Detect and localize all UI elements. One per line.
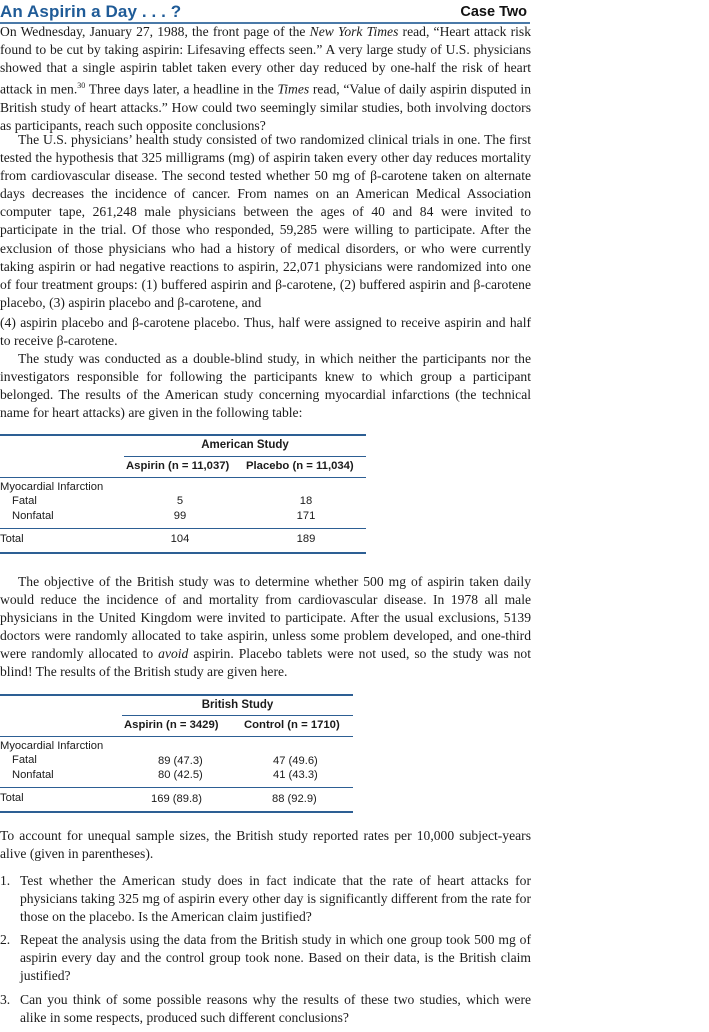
header-bottom-rule	[0, 477, 366, 478]
total-label: Total	[0, 533, 24, 545]
intro-paragraph-4: The study was conducted as a double-blind study, in which neither the participants nor the investigators responsible for following the participants knew to which group a participant belonged. The results of the American study concerning myocardial infarctions (the technical name for heart attacks) are given in the following table:	[0, 351, 531, 421]
british-paragraph: The objective of the British study was to determine whether 500 mg of aspirin taken daily would reduce the incidence of and mortality from cardiovascular disease. In 1978 all male physicians in the United Kingdom were invited to participate. After the usual exclusions, 5139 doctors were randomly allocated to take aspirin, unless some problem developed, and one-third were randomly allocated to avoid aspirin. Placebo tablets were not used, so the study was not blind! The results of the British study are given here.	[0, 574, 531, 680]
table-bottom-rule	[0, 552, 366, 554]
american-study-heading: American Study	[201, 439, 289, 451]
british-control-nonfatal: 41 (43.3)	[273, 769, 318, 781]
american-placebo-total: 189	[296, 533, 316, 545]
intro-paragraph-1: On Wednesday, January 27, 1988, the front page of the New York Times read, “Heart attack risk found to be cut by taking aspirin: Lifesaving effects seen.” A very large study of U.S. physicians showed that a single aspirin tablet taken every other day reduced by one-half the risk of heart attack in men.$^{30}$ Three days later, a headline in the Times read, “Value of daily aspirin disputed in British study of heart attacks.” How could two seemingly similar studies, both involving doctors as participants, reach such opposite conclusions?	[0, 24, 531, 133]
british-control-fatal: 47 (49.6)	[273, 755, 318, 767]
total-top-rule	[0, 528, 366, 529]
american-placebo-header: Placebo (n = 11,034)	[246, 460, 354, 472]
row-label-fatal: Fatal	[12, 754, 37, 766]
row-label-nonfatal: Nonfatal	[12, 769, 54, 781]
question-list	[0, 872, 531, 1032]
american-placebo-nonfatal: 171	[296, 510, 316, 522]
british-study-heading: British Study	[201, 699, 274, 711]
question-item: 3. Can you think of some possible reasons why the results of these two studies, which were alike in some respects, produced such different conclusions?	[0, 991, 531, 1025]
american-aspirin-nonfatal: 99	[173, 510, 187, 522]
american-placebo-fatal: 18	[299, 495, 313, 507]
case-label: Case Two	[460, 4, 527, 20]
question-item: 2. Repeat the analysis using the data from the British study in which one group took 500 mg of aspirin every day and the control group took none. Based on their data, is the British claim justified?	[0, 932, 531, 984]
british-control-header: Control (n = 1710)	[244, 719, 340, 731]
group-label: Myocardial Infarction	[0, 740, 104, 752]
british-control-total: 88 (92.9)	[272, 793, 317, 805]
table-top-rule	[0, 694, 353, 696]
header-bottom-rule	[0, 736, 353, 737]
case-title: An Aspirin a Day . . . ?	[0, 2, 182, 21]
study-span-rule	[122, 715, 353, 716]
british-aspirin-nonfatal: 80 (42.5)	[158, 769, 203, 781]
rates-note-paragraph: To account for unequal sample sizes, the British study reported rates per 10,000 subject-years alive (given in parentheses).	[0, 828, 531, 862]
group-label: Myocardial Infarction	[0, 481, 104, 493]
total-label: Total	[0, 792, 24, 804]
question-item: 1. Test whether the American study does in fact indicate that the rate of heart attacks for physicians taking 325 mg of aspirin every other day is significantly different from the rate for those on the placebo. Is the American claim justified?	[0, 873, 531, 925]
table-bottom-rule	[0, 811, 353, 813]
footnote-ref: 30	[77, 81, 86, 91]
total-top-rule	[0, 787, 353, 788]
row-label-fatal: Fatal	[12, 495, 37, 507]
table-top-rule	[0, 434, 366, 436]
intro-paragraph-3: (4) aspirin placebo and β-carotene placebo. Thus, half were assigned to receive aspirin and half to receive β-carotene.	[0, 315, 531, 349]
row-label-nonfatal: Nonfatal	[12, 510, 54, 522]
american-aspirin-fatal: 5	[176, 495, 184, 507]
american-aspirin-total: 104	[170, 533, 190, 545]
british-aspirin-fatal: 89 (47.3)	[158, 755, 203, 767]
study-span-rule	[124, 456, 366, 457]
intro-paragraph-2: The U.S. physicians’ health study consisted of two randomized clinical trials in one. The first tested the hypothesis that 325 milligrams (mg) of aspirin taken every other day reduces mortality from cardiovascular disease. The second tested whether 50 mg of β-carotene taken on alternate days decreases the incidence of cancer. From names on an American Medical Association computer tape, 261,248 male physicians between the ages of 40 and 84 were invited to participate in the trial. Of those who responded, 59,285 were willing to participate. After the exclusion of those physicians who had a history of medical disorders, or who were currently taking aspirin or had negative reactions to aspirin, 22,071 physicians were randomized into one of four treatment groups: (1) buffered aspirin and β-carotene, (2) buffered aspirin and β-carotene placebo, (3) aspirin placebo and β-carotene, and	[0, 132, 531, 310]
british-aspirin-total: 169 (89.8)	[151, 793, 202, 805]
british-aspirin-header: Aspirin (n = 3429)	[124, 719, 219, 731]
american-aspirin-header: Aspirin (n = 11,037)	[126, 460, 230, 472]
